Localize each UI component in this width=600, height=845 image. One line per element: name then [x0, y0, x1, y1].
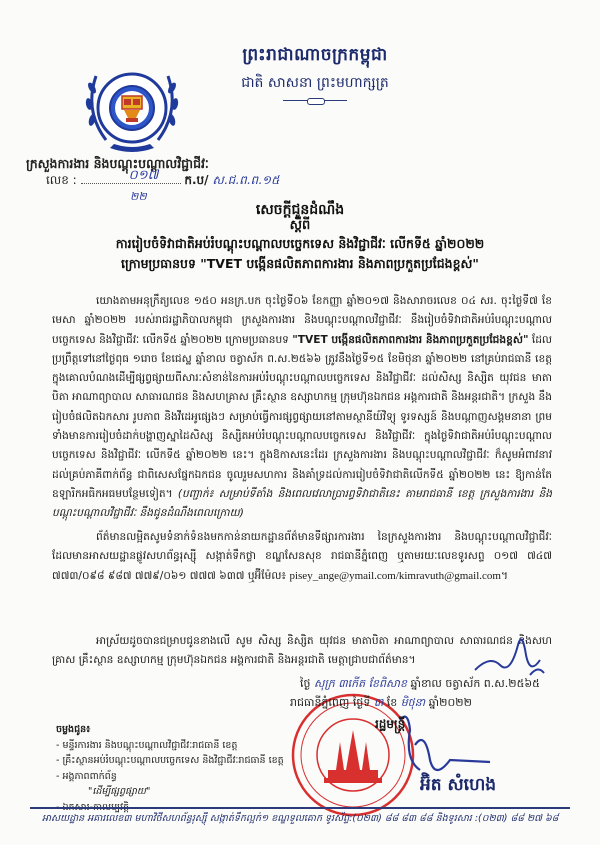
- notice-subject-label: ស្តីពី: [289, 218, 311, 233]
- signer-name: អ៊ិត សំហេង: [420, 775, 497, 795]
- paragraph-1-note: (បញ្ជាក់៖ សម្រាប់ទីតាំង និងពេលវេលាប្រារព្ធទិវាជាតិនេះ តាមរាជធានី ខេត្ត ក្រសួងការងារ និងបណ្តុះបណ្តាលវិជ្ជាជីវៈ នឹងជូនដំណឹងពេលក្រោយ): [52, 487, 552, 520]
- lunar-date-prefix: ថ្ងៃ: [300, 677, 311, 690]
- recipient-item: - មន្ទីរការងារ និងបណ្តុះបណ្តាលវិជ្ជាជីវៈរាជធានី ខេត្ត: [56, 739, 238, 751]
- kingdom-header: [200, 44, 430, 103]
- recipients-list: [56, 722, 284, 815]
- ref-number: ០១៧: [128, 168, 159, 183]
- paragraph-2-end: ។: [500, 569, 508, 582]
- ref-sub-number: ២២: [130, 190, 147, 203]
- paragraph-1: [52, 292, 552, 524]
- ref-code: ស.ជ.ព.ព.១៥: [212, 173, 280, 187]
- paragraph-1-text: យោងតាមអនុក្រឹត្យលេខ ១៥០ អនក្រ.បក ចុះថ្ងៃទី០៦ ខែកញ្ញា ឆ្នាំ២០១៧ និងសារាចរលេខ ០៤ សរ. ចុះថ្ងៃទី៧ ខែមេសា ឆ្នាំ២០២២ របស់រាជរដ្ឋាភិបាលកម្ពុជា ក្រសួងការងារ និងបណ្តុះបណ្តាលវិជ្ជាជីវៈ នឹងរៀបចំទិវាជាតិអប់រំបណ្តុះបណ្តាលបច្ចេកទេស និងវិជ្ជាជីវៈ លើកទី៥ ឆ្នាំ២០២២ ក្រោមប្រធានបទ: [52, 295, 552, 346]
- footer-address: អាសយដ្ឋាន អគារលេខ៣ មហាវិថីសហព័ន្ធរុស្ស៊ី សង្កាត់ទឹកល្អក់១ ខណ្ឌទួលគោក ទូរស័ព្ទ:(០២៣) ៨៨ ៨៣ ៨៨ និងទូរសារ :(០២៣) ៨៨ ២៧ ៦៨: [42, 813, 559, 824]
- lunar-date-suffix: ឆ្នាំខាល ចត្វាស័ក ព.ស.២៥៦៥: [410, 677, 540, 690]
- signer-rank: រដ្ឋមន្ត្រី: [375, 717, 406, 731]
- lunar-date: [300, 677, 540, 693]
- recipient-item: - គ្រឹះស្ថានអប់រំបណ្តុះបណ្តាលបច្ចេកទេស និងវិជ្ជាជីវៈរាជធានី ខេត្ត: [56, 755, 284, 766]
- lunar-date-handwritten: សុក្រ ៣កើត ខែពិសាខ: [313, 677, 407, 690]
- paragraph-1-text-2: ដែលប្រព្រឹត្តទៅនៅថ្ងៃពុធ ១រោច ខែជេស្ឋ ឆ្នាំខាល ចត្វាស័ក ព.ស.២៥៦៦ ត្រូវនឹងថ្ងៃទី១៥ ខែមិថុនា ឆ្នាំ២០២២ នៅគ្រប់រាជធានី ខេត្ត ក្នុងគោលបំណងដើម្បីផ្សព្វផ្សាយពីសារៈសំខាន់នៃការអប់រំបណ្តុះបណ្តាលបច្ចេកទេស និងវិជ្ជាជីវៈ ដល់សិស្ស និស្សិត យុវជន មាតាបិតា អាណាព្យាបាល សាធារណជន និងសហគ្រាស គ្រឹះស្ថាន ឧស្សាហកម្ម ក្រុមហ៊ុនឯកជន អង្គការជាតិ និងអន្តរជាតិ។ ក្រសួង នឹងរៀបចំផលិតឯកសារ រូបភាព និងវីដេអូផ្សេងៗ សម្រាប់ធ្វើការផ្សព្វផ្សាយនៅតាមស្ថានីយ៍វិទ្យុ ទូរទស្សន៍ និងបណ្តាញសង្គមនានា ព្រមទាំងមានការរៀបចំដាក់បង្ហាញស្នាដៃសិស្ស និស្សិតអប់រំបណ្តុះបណ្តាលបច្ចេកទេស និងវិជ្ជាជីវៈ ក្នុងថ្ងៃទិវាជាតិអប់រំបណ្តុះបណ្តាលបច្ចេកទេស និងវិជ្ជាជីវៈ លើកទី៥ ឆ្នាំ២០២២ នេះ។ ក្នុងឱកាសនេះដែរ ក្រសួងការងារ និងបណ្តុះបណ្តាលវិជ្ជាជីវៈ ក៏សូមអំពាវនាវដល់គ្រប់ភាគីពាក់ព័ន្ធ ជាពិសេសផ្នែកឯកជន ចូលរួមសហការ និងគាំទ្រដល់ការរៀបចំទិវាជាតិលើកទី៥ ឆ្នាំ២០២២ នេះ ឱ្យកាន់តែឧឡារិកអធិកអធមបន្ថែមទៀត។: [52, 333, 553, 500]
- paragraph-2: [52, 528, 552, 586]
- paragraph-2-text: ព័ត៌មានលម្អិតសូមទំនាក់ទំនងមកកាន់នាយកដ្ឋានព័ត៌មានទីផ្សារការងារ នៃក្រសួងការងារ និងបណ្តុះបណ្តាលវិជ្ជាជីវៈ ដែលមានអាសយដ្ឋានផ្លូវសហព័ន្ធរុស្ស៊ី សង្កាត់ទឹកថ្លា ខណ្ឌសែនសុខ រាជធានីភ្នំពេញ ឬតាមរយៈលេខទូរសព្ទ ០១៧ ៧៤៧ ៧៧៣/០៩៨ ៩៨៧ ៧៧៩/០៦១ ៧៧៧ ៦៣៧ ឬអ៊ីម៉ែល៖: [52, 531, 552, 582]
- solar-month: មិថុនា: [400, 696, 426, 709]
- recipient-item: - អង្គភាពពាក់ព័ន្ធ: [56, 770, 117, 782]
- solar-date: [290, 696, 472, 712]
- footer-divider: [30, 807, 570, 809]
- initials-signature-icon: [470, 625, 550, 685]
- paragraph-1-theme: "TVET បង្កើនផលិតភាពការងារ និងភាពប្រកួតប្រជែងខ្ពស់": [292, 333, 529, 346]
- recipient-note: "ដើម្បីផ្សព្វផ្សាយ": [88, 786, 151, 797]
- paragraph-3-text: អាស្រ័យដូចបានជម្រាបជូនខាងលើ សូម សិស្ស និស្សិត យុវជន មាតាបិតា អាណាព្យាបាល សាធារណជន និងសហគ្រាស គ្រឹះស្ថាន ឧស្សាហកម្ម ក្រុមហ៊ុនឯកជន អង្គការជាតិ និងអន្តរជាតិ មេត្តាជ្រាបជាព័ត៌មាន។: [52, 635, 552, 667]
- notice-theme: ក្រោមប្រធានបទ "TVET បង្កើនផលិតភាពការងារ និងភាពប្រកួតប្រជែងខ្ពស់": [121, 256, 479, 271]
- kingdom-title: ព្រះរាជាណាចក្រកម្ពុជា: [242, 45, 388, 65]
- ref-dotted-field: [81, 168, 181, 184]
- notice-title: សេចក្តីជូនដំណឹង: [255, 202, 345, 218]
- solar-month-label: ខែ: [386, 696, 398, 709]
- recipients-heading: ចម្លងជូន៖: [56, 724, 91, 735]
- reference-line: [46, 168, 280, 190]
- national-motto: ជាតិ សាសនា ព្រះមហាក្សត្រ: [241, 75, 389, 91]
- ref-label: លេខ :: [46, 173, 77, 187]
- solar-date-prefix: រាជធានីភ្នំពេញ ថ្ងៃទី: [290, 696, 371, 709]
- solar-day: ៣: [373, 696, 384, 709]
- ministry-name: ក្រសួងការងារ និងបណ្តុះបណ្តាលវិជ្ជាជីវៈ: [26, 156, 209, 171]
- solar-year: ឆ្នាំ២០២២: [428, 696, 472, 709]
- ref-code-prefix: ក.ប/: [184, 173, 209, 187]
- contact-email-link[interactable]: pisey_ange@ymail.com/kimravuth@gmail.com: [289, 569, 501, 582]
- notice-subject: ការរៀបចំទិវាជាតិអប់រំបណ្តុះបណ្តាលបច្ចេកទេស និងវិជ្ជាជីវៈ លើកទី៥ ឆ្នាំ២០២២: [115, 236, 485, 251]
- ministry-logo-icon: [82, 56, 182, 161]
- ornament-divider: [283, 100, 347, 103]
